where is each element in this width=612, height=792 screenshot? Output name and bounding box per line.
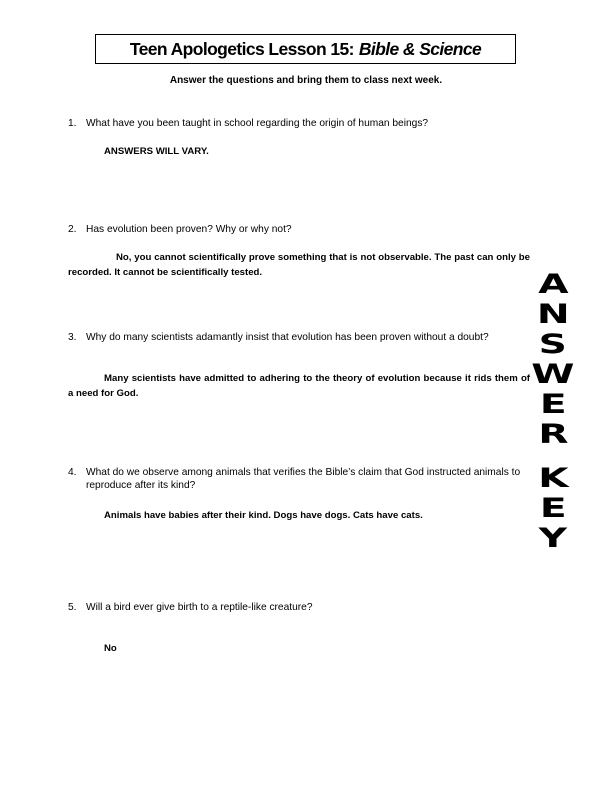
answer-key-stamp xyxy=(527,270,579,554)
question-number: 4. xyxy=(68,467,77,478)
page-title xyxy=(95,34,516,64)
answer-1: ANSWERS WILL VARY. xyxy=(104,146,209,157)
question-1 xyxy=(68,117,530,130)
stamp-letter: R xyxy=(537,419,569,450)
stamp-letter: K xyxy=(537,463,569,494)
question-text: What have you been taught in school regarding the origin of human beings? xyxy=(86,118,429,129)
question-number: 1. xyxy=(68,118,77,129)
question-number: 3. xyxy=(68,332,77,343)
question-2 xyxy=(68,223,530,236)
answer-5: No xyxy=(104,643,117,654)
answer-3: Many scientists have admitted to adhering to the theory of evolution because it rids them of a need for God. xyxy=(68,373,530,399)
question-text: Why do many scientists adamantly insist that evolution has been proven without a doubt? xyxy=(86,332,489,343)
question-text: What do we observe among animals that verifies the Bible’s claim that God instructed animals to reproduce after its kind? xyxy=(86,467,521,491)
stamp-letter: N xyxy=(536,299,570,330)
question-text: Will a bird ever give birth to a reptile-like creature? xyxy=(86,602,313,613)
question-number: 5. xyxy=(68,602,77,613)
title-italic: Bible & Science xyxy=(358,38,482,59)
instructions: Answer the questions and bring them to class next week. xyxy=(169,75,443,86)
title-plain: Teen Apologetics Lesson 15: xyxy=(129,38,354,59)
question-4 xyxy=(68,466,530,492)
stamp-letter: W xyxy=(531,359,575,390)
stamp-letter: E xyxy=(539,493,567,524)
question-3 xyxy=(68,331,530,344)
stamp-letter: E xyxy=(539,389,567,420)
stamp-letter: Y xyxy=(538,523,568,554)
answer-4: Animals have babies after their kind. Dogs have dogs. Cats have cats. xyxy=(104,510,423,521)
stamp-letter: S xyxy=(538,329,568,360)
question-text: Has evolution been proven? Why or why not? xyxy=(86,224,292,235)
question-number: 2. xyxy=(68,224,77,235)
stamp-letter: A xyxy=(537,269,569,300)
question-5 xyxy=(68,601,530,614)
answer-2: No, you cannot scientifically prove something that is not observable. The past can only be recorded. It cannot be scientifically tested. xyxy=(68,252,530,278)
